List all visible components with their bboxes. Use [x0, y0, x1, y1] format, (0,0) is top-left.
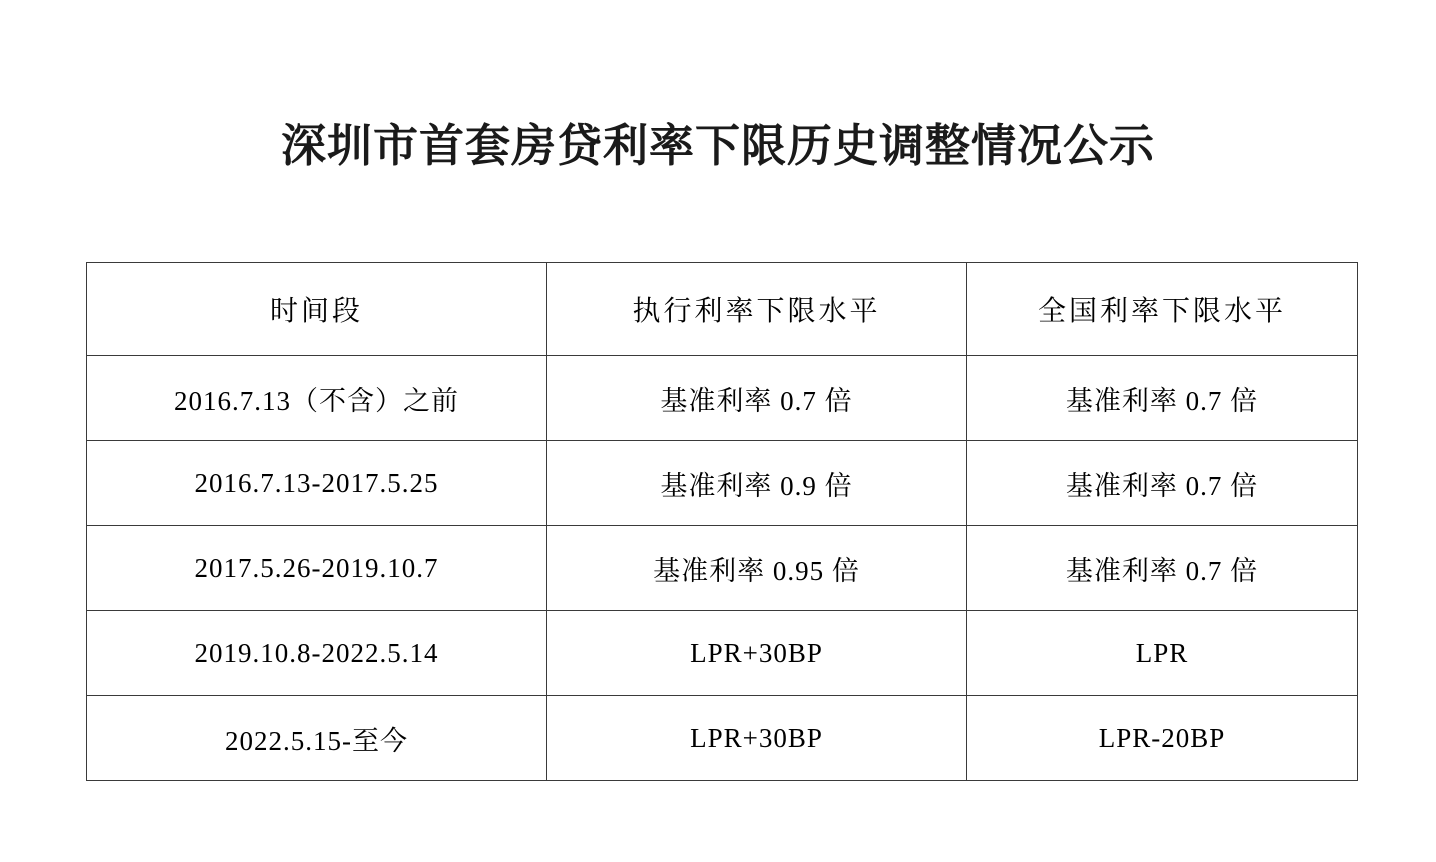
table-row — [87, 441, 1358, 526]
cell-period: 2019.10.8-2022.5.14 — [87, 611, 547, 696]
cell-period: 2016.7.13（不含）之前 — [87, 356, 547, 441]
page-title: 深圳市首套房贷利率下限历史调整情况公示 — [280, 120, 1155, 171]
cell-national-rate-floor: LPR-20BP — [967, 696, 1358, 781]
cell-local-rate-floor: 基准利率 0.9 倍 — [547, 441, 967, 526]
cell-national-rate-floor: 基准利率 0.7 倍 — [967, 526, 1358, 611]
cell-national-rate-floor: 基准利率 0.7 倍 — [967, 356, 1358, 441]
cell-period: 2016.7.13-2017.5.25 — [87, 441, 547, 526]
table-header-row — [87, 263, 1358, 356]
cell-national-rate-floor: 基准利率 0.7 倍 — [967, 441, 1358, 526]
table-row — [87, 356, 1358, 441]
table-row — [87, 526, 1358, 611]
cell-period: 2017.5.26-2019.10.7 — [87, 526, 547, 611]
rate-history-table-container — [86, 262, 1357, 781]
cell-local-rate-floor: 基准利率 0.95 倍 — [547, 526, 967, 611]
rate-history-table — [86, 262, 1358, 781]
cell-local-rate-floor: 基准利率 0.7 倍 — [547, 356, 967, 441]
column-header-national-rate-floor: 全国利率下限水平 — [967, 263, 1358, 356]
table-row — [87, 696, 1358, 781]
cell-local-rate-floor: LPR+30BP — [547, 611, 967, 696]
column-header-local-rate-floor: 执行利率下限水平 — [547, 263, 967, 356]
cell-period: 2022.5.15-至今 — [87, 696, 547, 781]
cell-national-rate-floor: LPR — [967, 611, 1358, 696]
column-header-period: 时间段 — [87, 263, 547, 356]
cell-local-rate-floor: LPR+30BP — [547, 696, 967, 781]
table-row — [87, 611, 1358, 696]
